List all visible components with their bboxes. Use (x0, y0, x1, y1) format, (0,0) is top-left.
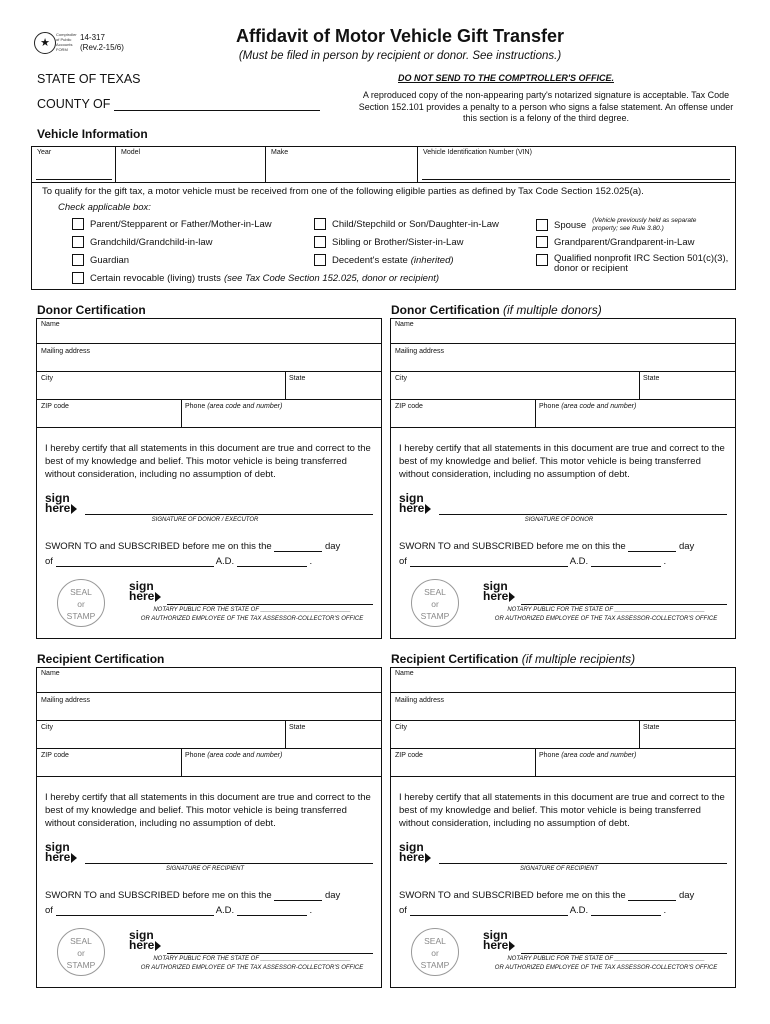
phone-input[interactable] (183, 762, 379, 774)
state-input[interactable] (641, 385, 733, 397)
decedent-note: (inherited) (410, 254, 454, 266)
recipient2-cert-box (390, 667, 736, 988)
do-not-send-notice: DO NOT SEND TO THE COMPTROLLER'S OFFICE. (398, 73, 614, 83)
sworn-date-line (45, 905, 312, 916)
sworn-day-label: day (324, 890, 341, 901)
mailing-address-input[interactable] (39, 357, 379, 369)
option-label: Grandparent/Grandparent-in-Law (554, 236, 695, 248)
ad-label: A.D. (215, 556, 235, 567)
vehicle-info-box (31, 146, 736, 290)
county-label: COUNTY OF (37, 97, 111, 111)
name-input[interactable] (393, 679, 733, 691)
month-input[interactable] (410, 557, 568, 567)
or-word: or (431, 599, 439, 609)
spouse-note: (Vehicle previously held as separate property; see Rule 3.80.) (592, 217, 697, 232)
sign-arrow-icon (155, 592, 161, 602)
form-number (80, 33, 124, 53)
sworn-date-line (399, 556, 666, 567)
model-input[interactable] (120, 171, 260, 179)
here-word: here (399, 850, 425, 864)
county-line (114, 98, 320, 111)
trust-checkbox[interactable] (72, 272, 84, 284)
form-revision: (Rev.2-15/6) (80, 43, 124, 52)
form-number-text: 14-317 (80, 33, 105, 42)
option-label: Child/Stepchild or Son/Daughter-in-Law (332, 218, 499, 230)
notary-sign-here-marker (483, 930, 515, 951)
recipient-cert-box (36, 667, 382, 988)
zip-input[interactable] (393, 413, 533, 425)
child-checkbox[interactable] (314, 218, 326, 230)
sign-word: sign (399, 840, 424, 854)
city-label: City (395, 375, 408, 382)
sworn-day-input[interactable] (628, 891, 676, 901)
signature-caption: SIGNATURE OF RECIPIENT (519, 866, 599, 872)
of-label: of (45, 556, 53, 567)
option-decedent[interactable] (314, 254, 454, 266)
notary-sign-here-marker (129, 581, 161, 602)
sign-here-marker (45, 842, 77, 863)
year-ad-input[interactable] (591, 906, 661, 916)
sworn-day-input[interactable] (628, 542, 676, 552)
ad-label: A.D. (569, 905, 589, 916)
sign-arrow-icon (71, 853, 77, 863)
notary-signature-line[interactable] (167, 953, 373, 954)
make-input[interactable] (270, 171, 412, 179)
nonprofit-checkbox[interactable] (536, 254, 548, 266)
phone-input[interactable] (537, 413, 733, 425)
or-word: or (77, 599, 85, 609)
sworn-day-label: day (678, 541, 695, 552)
state-input[interactable] (287, 734, 379, 746)
mailing-address-label: Mailing address (41, 348, 91, 355)
sworn-statement (399, 890, 694, 901)
notary-sign-here-marker (483, 581, 515, 602)
sign-word: sign (45, 840, 70, 854)
sign-arrow-icon (155, 941, 161, 951)
penalty-notice: A reproduced copy of the non-appearing party's notarized signature is acceptable. Tax Code Section 152.101 provides a penalty to a person who signs a false statement. An offense under this section is a felony of the third degree. (358, 90, 734, 123)
make-label: Make (271, 149, 289, 156)
sign-arrow-icon (425, 504, 431, 514)
certification-text: I hereby certify that all statements in this document are true and correct to the best of my knowledge and belief. This motor vehicle is being transferred without consideration, including no assumption of debt. (399, 443, 725, 480)
city-input[interactable] (393, 734, 637, 746)
mailing-address-input[interactable] (393, 357, 733, 369)
name-input[interactable] (39, 679, 379, 691)
phone-label (185, 403, 282, 410)
donor2-cert-box (390, 318, 736, 639)
name-input[interactable] (393, 330, 733, 342)
here-word: here (483, 938, 509, 952)
comptroller-seal-icon: ★ (34, 32, 56, 54)
phone-note: (area code and number) (207, 752, 283, 759)
phone-label-text: Phone (185, 752, 206, 759)
option-label: Decedent's estate (332, 254, 408, 266)
notary-signature-line[interactable] (521, 604, 727, 605)
sworn-day-label: day (678, 890, 695, 901)
sign-word: sign (483, 928, 508, 942)
seal-or-stamp-area (411, 579, 459, 627)
name-input[interactable] (39, 330, 379, 342)
city-label: City (395, 724, 408, 731)
city-input[interactable] (393, 385, 637, 397)
month-input[interactable] (410, 906, 568, 916)
notary-sign-here-marker (129, 930, 161, 951)
period-mark: . (663, 905, 667, 916)
phone-label (539, 752, 636, 759)
sworn-statement (399, 541, 694, 552)
notary-caption (127, 955, 377, 973)
form-subtitle: (Must be filed in person by recipient or donor. See instructions.) (238, 50, 562, 62)
city-label: City (41, 375, 54, 382)
here-word: here (129, 938, 155, 952)
city-input[interactable] (39, 734, 283, 746)
certification-text: I hereby certify that all statements in this document are true and correct to the best of my knowledge and belief. This motor vehicle is being transferred without consideration, including no assumption of debt. (45, 443, 371, 480)
mailing-address-label: Mailing address (41, 697, 91, 704)
option-spouse[interactable] (536, 217, 720, 233)
option-label: Sibling or Brother/Sister-in-Law (332, 236, 464, 248)
sworn-day-label: day (324, 541, 341, 552)
sign-arrow-icon (425, 853, 431, 863)
option-trust[interactable] (72, 272, 439, 284)
donor2-title-text: Donor Certification (391, 303, 500, 317)
county-field[interactable] (37, 97, 320, 111)
signature-line[interactable] (85, 514, 373, 515)
decedent-checkbox[interactable] (314, 254, 326, 266)
qualify-text: To qualify for the gift tax, a motor vehicle must be received from one of the following eligible parties as defined by Tax Code Section 152.025(a). (42, 186, 644, 197)
phone-label (185, 752, 282, 759)
notary-line-1: NOTARY PUBLIC FOR THE STATE OF ___________________________ (507, 607, 705, 613)
year-ad-input[interactable] (237, 557, 307, 567)
notary-signature-line[interactable] (167, 604, 373, 605)
notary-line-1: NOTARY PUBLIC FOR THE STATE OF ___________________________ (507, 956, 705, 962)
phone-label-text: Phone (185, 403, 206, 410)
check-applicable-label: Check applicable box: (58, 202, 151, 213)
signature-line[interactable] (85, 863, 373, 864)
option-child[interactable] (314, 218, 499, 230)
here-word: here (483, 589, 509, 603)
city-label: City (41, 724, 54, 731)
recipient2-title-note: (if multiple recipients) (521, 652, 636, 666)
month-input[interactable] (56, 557, 214, 567)
sign-word: sign (399, 491, 424, 505)
option-label: Spouse (554, 219, 587, 231)
seal-or-stamp-area (57, 928, 105, 976)
or-word: or (431, 948, 439, 958)
sign-word: sign (129, 579, 154, 593)
parent-checkbox[interactable] (72, 218, 84, 230)
here-word: here (45, 850, 71, 864)
notary-line-2: OR AUTHORIZED EMPLOYEE OF THE TAX ASSESSOR-COLLECTOR'S OFFICE (494, 965, 718, 971)
sign-here-marker (45, 493, 77, 514)
vehicle-section-title: Vehicle Information (37, 127, 148, 141)
option-parent[interactable] (72, 218, 272, 230)
trust-note: (see Tax Code Section 152.025, donor or recipient) (223, 272, 440, 284)
period-mark: . (309, 905, 313, 916)
phone-note: (area code and number) (561, 752, 637, 759)
notary-signature-line[interactable] (521, 953, 727, 954)
notary-caption (127, 606, 377, 624)
notary-line-2: OR AUTHORIZED EMPLOYEE OF THE TAX ASSESSOR-COLLECTOR'S OFFICE (140, 965, 364, 971)
model-label: Model (121, 149, 141, 156)
state-field-label: State (643, 375, 660, 382)
option-label: Certain revocable (living) trusts (90, 272, 221, 284)
city-input[interactable] (39, 385, 283, 397)
notary-line-2: OR AUTHORIZED EMPLOYEE OF THE TAX ASSESSOR-COLLECTOR'S OFFICE (494, 616, 718, 622)
of-label: of (399, 556, 407, 567)
option-guardian[interactable] (72, 254, 129, 266)
zip-label: ZIP code (395, 752, 423, 759)
option-label: Guardian (90, 254, 130, 266)
here-word: here (399, 501, 425, 515)
name-label: Name (41, 670, 60, 677)
sworn-text: SWORN TO and SUBSCRIBED before me on this the (399, 890, 626, 901)
ad-label: A.D. (215, 905, 235, 916)
sibling-checkbox[interactable] (314, 236, 326, 248)
notary-line-1: NOTARY PUBLIC FOR THE STATE OF ___________________________ (153, 956, 351, 962)
mailing-address-input[interactable] (393, 706, 733, 718)
grandparent-checkbox[interactable] (536, 236, 548, 248)
seal-or-stamp-area (411, 928, 459, 976)
stamp-word: STAMP (66, 960, 96, 970)
signature-caption: SIGNATURE OF DONOR (524, 517, 594, 523)
stamp-word: STAMP (66, 611, 96, 621)
mailing-address-label: Mailing address (395, 348, 445, 355)
notary-caption (481, 606, 731, 624)
sworn-day-input[interactable] (274, 891, 322, 901)
month-input[interactable] (56, 906, 214, 916)
sign-here-marker (399, 842, 431, 863)
agency-label: Comptroller of Public Accounts FORM (56, 32, 77, 52)
year-ad-input[interactable] (591, 557, 661, 567)
phone-label (539, 403, 636, 410)
name-label: Name (395, 670, 414, 677)
sign-arrow-icon (509, 592, 515, 602)
signature-caption: SIGNATURE OF DONOR / EXECUTOR (151, 517, 259, 523)
sworn-text: SWORN TO and SUBSCRIBED before me on this the (399, 541, 626, 552)
sworn-statement (45, 890, 340, 901)
zip-label: ZIP code (41, 752, 69, 759)
state-input[interactable] (641, 734, 733, 746)
period-mark: . (663, 556, 667, 567)
stamp-word: STAMP (420, 611, 450, 621)
sworn-date-line (45, 556, 312, 567)
seal-word: SEAL (424, 936, 446, 946)
signature-line[interactable] (439, 514, 727, 515)
sign-word: sign (129, 928, 154, 942)
option-grandparent[interactable] (536, 236, 694, 248)
of-label: of (399, 905, 407, 916)
sworn-date-line (399, 905, 666, 916)
seal-word: SEAL (70, 936, 92, 946)
form-title: Affidavit of Motor Vehicle Gift Transfer (235, 26, 565, 46)
sign-word: sign (483, 579, 508, 593)
mailing-address-label: Mailing address (395, 697, 445, 704)
state-input[interactable] (287, 385, 379, 397)
sign-arrow-icon (509, 941, 515, 951)
notary-caption (481, 955, 731, 973)
or-word: or (77, 948, 85, 958)
state-field-label: State (289, 724, 306, 731)
signature-line[interactable] (439, 863, 727, 864)
state-field-label: State (289, 375, 306, 382)
seal-word: SEAL (70, 587, 92, 597)
option-nonprofit[interactable] (536, 254, 739, 274)
state-field-label: State (643, 724, 660, 731)
option-label: Grandchild/Grandchild-in-law (90, 236, 213, 248)
sworn-statement (45, 541, 340, 552)
certification-text: I hereby certify that all statements in this document are true and correct to the best of my knowledge and belief. This motor vehicle is being transferred without consideration, including no assumption of debt. (399, 792, 725, 829)
stamp-word: STAMP (420, 960, 450, 970)
name-label: Name (41, 321, 60, 328)
notary-line-2: OR AUTHORIZED EMPLOYEE OF THE TAX ASSESSOR-COLLECTOR'S OFFICE (140, 616, 364, 622)
option-label: Qualified nonprofit IRC Section 501(c)(3), donor or recipient (554, 253, 729, 274)
guardian-checkbox[interactable] (72, 254, 84, 266)
option-label: Parent/Stepparent or Father/Mother-in-Law (90, 218, 272, 230)
sworn-day-input[interactable] (274, 542, 322, 552)
donor2-section-title (391, 303, 602, 317)
notary-line-1: NOTARY PUBLIC FOR THE STATE OF ___________________________ (153, 607, 351, 613)
phone-input[interactable] (183, 413, 379, 425)
here-word: here (45, 501, 71, 515)
period-mark: . (309, 556, 313, 567)
vin-label: Vehicle Identification Number (VIN) (423, 149, 532, 156)
signature-caption: SIGNATURE OF RECIPIENT (165, 866, 245, 872)
zip-input[interactable] (393, 762, 533, 774)
zip-input[interactable] (39, 413, 179, 425)
year-input[interactable] (36, 171, 112, 180)
sign-arrow-icon (71, 504, 77, 514)
donor-section-title: Donor Certification (37, 303, 146, 317)
phone-input[interactable] (537, 762, 733, 774)
state-label: STATE OF TEXAS (37, 72, 141, 86)
option-grandchild[interactable] (72, 236, 213, 248)
phone-label-text: Phone (539, 403, 560, 410)
grandchild-checkbox[interactable] (72, 236, 84, 248)
vin-input[interactable] (422, 171, 730, 180)
of-label: of (45, 905, 53, 916)
year-ad-input[interactable] (237, 906, 307, 916)
year-label: Year (37, 149, 52, 156)
sworn-text: SWORN TO and SUBSCRIBED before me on this the (45, 890, 272, 901)
here-word: here (129, 589, 155, 603)
mailing-address-input[interactable] (39, 706, 379, 718)
recipient2-section-title (391, 652, 635, 666)
certification-text: I hereby certify that all statements in this document are true and correct to the best of my knowledge and belief. This motor vehicle is being transferred without consideration, including no assumption of debt. (45, 792, 371, 829)
zip-input[interactable] (39, 762, 179, 774)
phone-note: (area code and number) (561, 403, 637, 410)
donor-cert-box (36, 318, 382, 639)
seal-word: SEAL (424, 587, 446, 597)
phone-label-text: Phone (539, 752, 560, 759)
recipient-section-title: Recipient Certification (37, 652, 165, 666)
seal-or-stamp-area (57, 579, 105, 627)
recipient2-title-text: Recipient Certification (391, 652, 519, 666)
sworn-text: SWORN TO and SUBSCRIBED before me on this the (45, 541, 272, 552)
spouse-checkbox[interactable] (536, 219, 548, 231)
sign-here-marker (399, 493, 431, 514)
option-sibling[interactable] (314, 236, 463, 248)
zip-label: ZIP code (395, 403, 423, 410)
ad-label: A.D. (569, 556, 589, 567)
zip-label: ZIP code (41, 403, 69, 410)
sign-word: sign (45, 491, 70, 505)
phone-note: (area code and number) (207, 403, 283, 410)
donor2-title-note: (if multiple donors) (503, 303, 602, 317)
name-label: Name (395, 321, 414, 328)
